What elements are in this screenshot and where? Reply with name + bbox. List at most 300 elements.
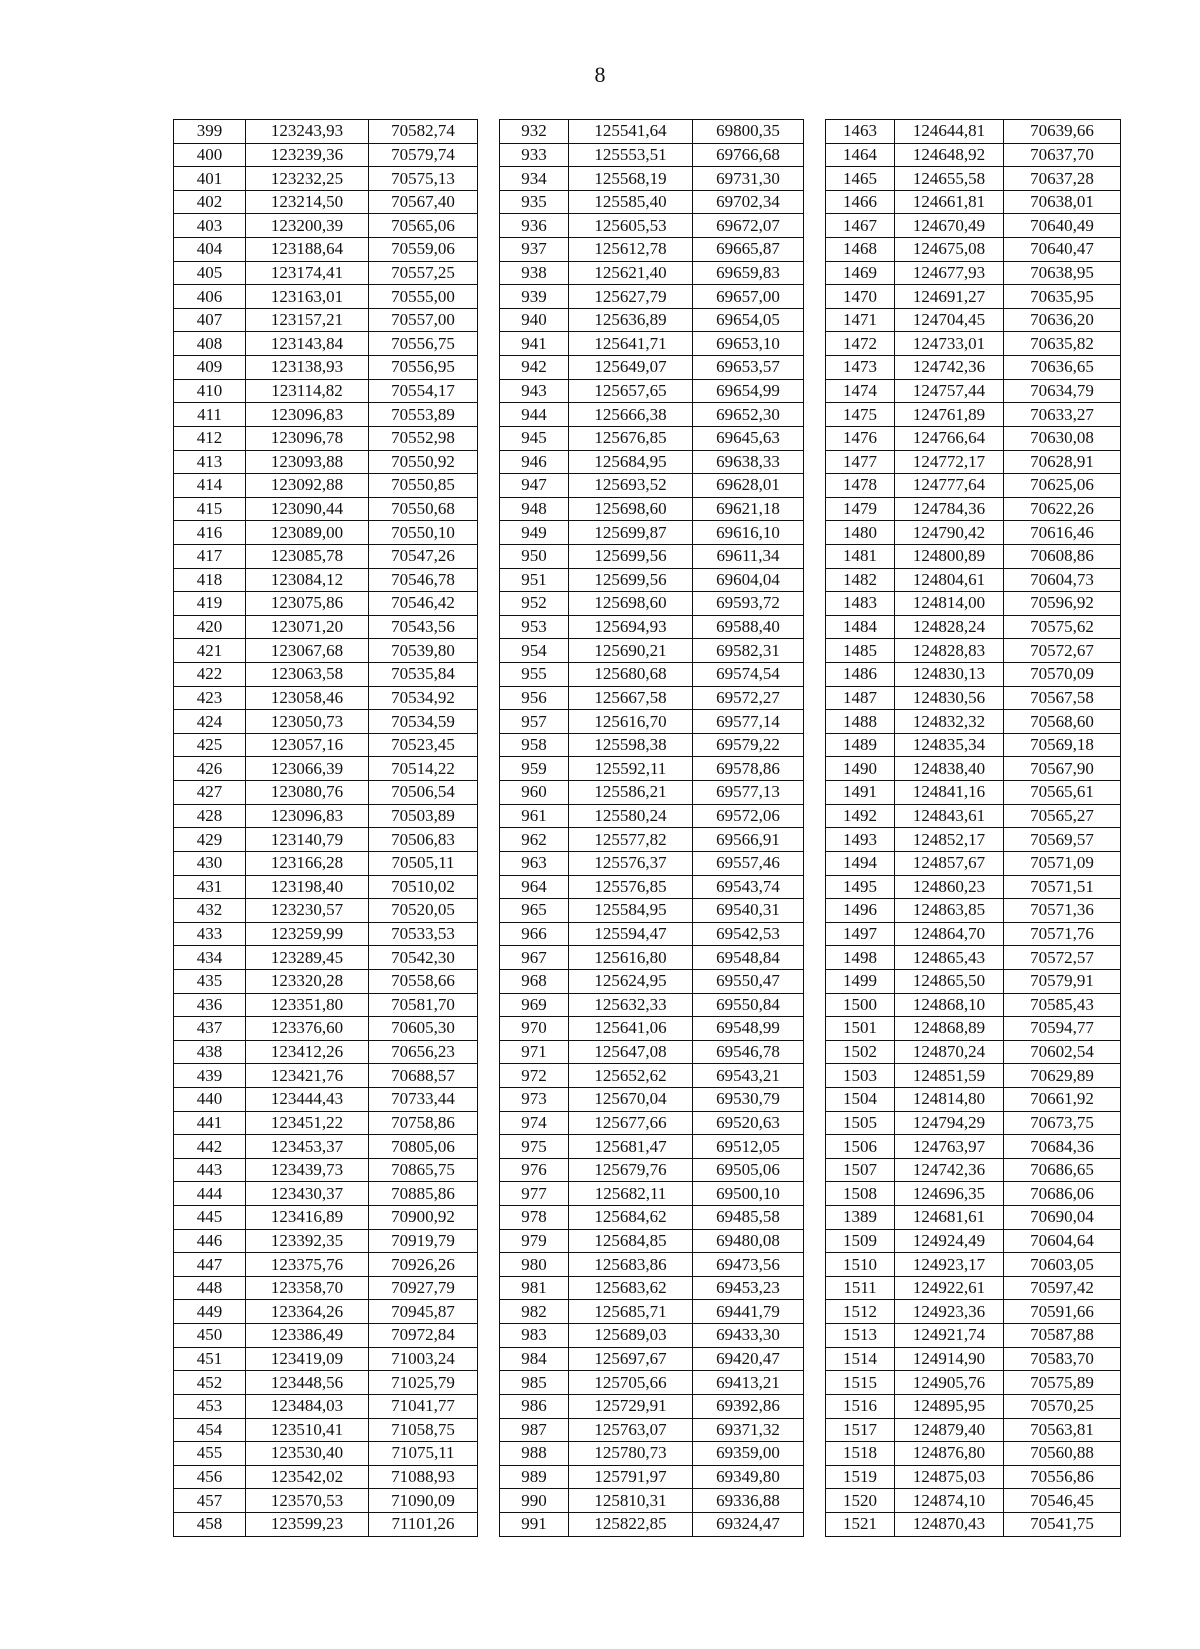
y-coordinate-cell: 70639,66 [1004,120,1121,144]
y-coordinate-cell: 69530,79 [693,1087,804,1111]
point-number-cell: 415 [174,497,246,521]
table-row [174,143,1121,167]
point-number-cell: 1471 [826,308,895,332]
coordinates-table [173,119,1121,1537]
x-coordinate-cell: 125657,65 [569,379,693,403]
point-number-cell: 434 [174,946,246,970]
y-coordinate-cell: 70637,28 [1004,167,1121,191]
point-number-cell: 953 [500,615,569,639]
column-gap [478,757,500,781]
column-gap [478,261,500,285]
y-coordinate-cell: 69577,13 [693,781,804,805]
x-coordinate-cell: 124924,49 [895,1229,1004,1253]
column-gap [804,1300,826,1324]
point-number-cell: 977 [500,1182,569,1206]
point-number-cell: 1497 [826,922,895,946]
column-gap [478,686,500,710]
y-coordinate-cell: 70638,01 [1004,190,1121,214]
column-gap [478,1087,500,1111]
column-gap [478,1111,500,1135]
column-gap [804,167,826,191]
point-number-cell: 436 [174,993,246,1017]
table-row [174,1489,1121,1513]
column-gap [804,946,826,970]
table-row [174,969,1121,993]
point-number-cell: 448 [174,1276,246,1300]
point-number-cell: 1478 [826,474,895,498]
x-coordinate-cell: 124814,00 [895,592,1004,616]
point-number-cell: 1505 [826,1111,895,1135]
x-coordinate-cell: 123050,73 [246,710,369,734]
column-gap [478,426,500,450]
point-number-cell: 1479 [826,497,895,521]
point-number-cell: 1492 [826,804,895,828]
point-number-cell: 1501 [826,1017,895,1041]
point-number-cell: 1500 [826,993,895,1017]
point-number-cell: 975 [500,1135,569,1159]
x-coordinate-cell: 124895,95 [895,1394,1004,1418]
y-coordinate-cell: 70594,77 [1004,1017,1121,1041]
table-row [174,190,1121,214]
point-number-cell: 1519 [826,1465,895,1489]
column-gap [804,1465,826,1489]
column-gap [804,1324,826,1348]
table-row [174,1465,1121,1489]
point-number-cell: 1487 [826,686,895,710]
table-row [174,922,1121,946]
y-coordinate-cell: 69543,74 [693,875,804,899]
point-number-cell: 932 [500,120,569,144]
column-gap [804,356,826,380]
column-gap [804,710,826,734]
point-number-cell: 1507 [826,1158,895,1182]
x-coordinate-cell: 125670,04 [569,1087,693,1111]
column-gap [804,1087,826,1111]
table-row [174,332,1121,356]
point-number-cell: 1463 [826,120,895,144]
x-coordinate-cell: 124863,85 [895,899,1004,923]
point-number-cell: 418 [174,568,246,592]
point-number-cell: 1481 [826,544,895,568]
x-coordinate-cell: 123063,58 [246,663,369,687]
point-number-cell: 403 [174,214,246,238]
column-gap [804,1135,826,1159]
x-coordinate-cell: 123453,37 [246,1135,369,1159]
x-coordinate-cell: 124742,36 [895,1158,1004,1182]
x-coordinate-cell: 125598,38 [569,733,693,757]
x-coordinate-cell: 124681,61 [895,1206,1004,1230]
table-row [174,804,1121,828]
x-coordinate-cell: 123188,64 [246,238,369,262]
column-gap [804,1347,826,1371]
column-gap [478,143,500,167]
column-gap [804,1206,826,1230]
point-number-cell: 985 [500,1371,569,1395]
y-coordinate-cell: 70805,06 [369,1135,478,1159]
x-coordinate-cell: 124868,89 [895,1017,1004,1041]
point-number-cell: 1499 [826,969,895,993]
y-coordinate-cell: 69473,56 [693,1253,804,1277]
point-number-cell: 970 [500,1017,569,1041]
x-coordinate-cell: 123085,78 [246,544,369,568]
table-row [174,214,1121,238]
y-coordinate-cell: 70616,46 [1004,521,1121,545]
x-coordinate-cell: 125577,82 [569,828,693,852]
column-gap [478,568,500,592]
column-gap [804,1182,826,1206]
column-gap [478,1276,500,1300]
x-coordinate-cell: 125616,80 [569,946,693,970]
x-coordinate-cell: 124766,64 [895,426,1004,450]
point-number-cell: 1473 [826,356,895,380]
x-coordinate-cell: 125592,11 [569,757,693,781]
column-gap [478,1324,500,1348]
y-coordinate-cell: 70510,02 [369,875,478,899]
x-coordinate-cell: 125621,40 [569,261,693,285]
y-coordinate-cell: 69638,33 [693,450,804,474]
y-coordinate-cell: 70575,13 [369,167,478,191]
column-gap [478,946,500,970]
table-row [174,1324,1121,1348]
point-number-cell: 1521 [826,1512,895,1536]
point-number-cell: 969 [500,993,569,1017]
point-number-cell: 1475 [826,403,895,427]
point-number-cell: 399 [174,120,246,144]
point-number-cell: 458 [174,1512,246,1536]
y-coordinate-cell: 71003,24 [369,1347,478,1371]
y-coordinate-cell: 70673,75 [1004,1111,1121,1135]
y-coordinate-cell: 70550,10 [369,521,478,545]
point-number-cell: 1485 [826,639,895,663]
point-number-cell: 432 [174,899,246,923]
x-coordinate-cell: 123364,26 [246,1300,369,1324]
y-coordinate-cell: 69628,01 [693,474,804,498]
x-coordinate-cell: 123198,40 [246,875,369,899]
x-coordinate-cell: 124852,17 [895,828,1004,852]
y-coordinate-cell: 69611,34 [693,544,804,568]
column-gap [804,1017,826,1041]
x-coordinate-cell: 123166,28 [246,851,369,875]
point-number-cell: 1486 [826,663,895,687]
x-coordinate-cell: 125585,40 [569,190,693,214]
y-coordinate-cell: 70554,17 [369,379,478,403]
column-gap [804,450,826,474]
point-number-cell: 455 [174,1442,246,1466]
y-coordinate-cell: 70571,76 [1004,922,1121,946]
column-gap [478,1135,500,1159]
table-row [174,1111,1121,1135]
column-gap [478,1347,500,1371]
x-coordinate-cell: 124922,61 [895,1276,1004,1300]
column-gap [804,899,826,923]
x-coordinate-cell: 124923,17 [895,1253,1004,1277]
y-coordinate-cell: 70505,11 [369,851,478,875]
x-coordinate-cell: 123084,12 [246,568,369,592]
point-number-cell: 972 [500,1064,569,1088]
y-coordinate-cell: 70571,09 [1004,851,1121,875]
point-number-cell: 984 [500,1347,569,1371]
y-coordinate-cell: 71075,11 [369,1442,478,1466]
y-coordinate-cell: 70546,42 [369,592,478,616]
x-coordinate-cell: 125616,70 [569,710,693,734]
x-coordinate-cell: 123080,76 [246,781,369,805]
y-coordinate-cell: 70686,65 [1004,1158,1121,1182]
y-coordinate-cell: 69324,47 [693,1512,804,1536]
y-coordinate-cell: 70635,95 [1004,285,1121,309]
x-coordinate-cell: 123093,88 [246,450,369,474]
y-coordinate-cell: 69336,88 [693,1489,804,1513]
point-number-cell: 982 [500,1300,569,1324]
x-coordinate-cell: 123376,60 [246,1017,369,1041]
column-gap [804,261,826,285]
column-gap [478,450,500,474]
column-gap [478,615,500,639]
y-coordinate-cell: 70558,66 [369,969,478,993]
x-coordinate-cell: 123096,83 [246,804,369,828]
x-coordinate-cell: 125632,33 [569,993,693,1017]
column-gap [478,804,500,828]
column-gap [804,828,826,852]
point-number-cell: 956 [500,686,569,710]
point-number-cell: 1510 [826,1253,895,1277]
point-number-cell: 949 [500,521,569,545]
x-coordinate-cell: 124830,56 [895,686,1004,710]
y-coordinate-cell: 70630,08 [1004,426,1121,450]
y-coordinate-cell: 70865,75 [369,1158,478,1182]
x-coordinate-cell: 124696,35 [895,1182,1004,1206]
column-gap [804,922,826,946]
y-coordinate-cell: 70591,66 [1004,1300,1121,1324]
x-coordinate-cell: 124843,61 [895,804,1004,828]
point-number-cell: 1502 [826,1040,895,1064]
y-coordinate-cell: 69540,31 [693,899,804,923]
table-row [174,710,1121,734]
point-number-cell: 952 [500,592,569,616]
y-coordinate-cell: 69653,57 [693,356,804,380]
table-row [174,1206,1121,1230]
point-number-cell: 451 [174,1347,246,1371]
point-number-cell: 452 [174,1371,246,1395]
y-coordinate-cell: 70926,26 [369,1253,478,1277]
x-coordinate-cell: 123143,84 [246,332,369,356]
point-number-cell: 453 [174,1394,246,1418]
table-row [174,851,1121,875]
point-number-cell: 420 [174,615,246,639]
x-coordinate-cell: 125681,47 [569,1135,693,1159]
y-coordinate-cell: 70570,25 [1004,1394,1121,1418]
x-coordinate-cell: 125652,62 [569,1064,693,1088]
table-row [174,308,1121,332]
table-row [174,757,1121,781]
y-coordinate-cell: 70543,56 [369,615,478,639]
y-coordinate-cell: 69766,68 [693,143,804,167]
point-number-cell: 456 [174,1465,246,1489]
y-coordinate-cell: 69577,14 [693,710,804,734]
y-coordinate-cell: 70640,49 [1004,214,1121,238]
y-coordinate-cell: 70575,89 [1004,1371,1121,1395]
point-number-cell: 1489 [826,733,895,757]
x-coordinate-cell: 123351,80 [246,993,369,1017]
y-coordinate-cell: 69512,05 [693,1135,804,1159]
y-coordinate-cell: 69413,21 [693,1371,804,1395]
x-coordinate-cell: 123599,23 [246,1512,369,1536]
x-coordinate-cell: 125576,85 [569,875,693,899]
table-row [174,1512,1121,1536]
point-number-cell: 430 [174,851,246,875]
x-coordinate-cell: 124865,43 [895,946,1004,970]
y-coordinate-cell: 69579,22 [693,733,804,757]
point-number-cell: 445 [174,1206,246,1230]
point-number-cell: 400 [174,143,246,167]
y-coordinate-cell: 71058,75 [369,1418,478,1442]
y-coordinate-cell: 70575,62 [1004,615,1121,639]
column-gap [804,851,826,875]
column-gap [478,1064,500,1088]
y-coordinate-cell: 70583,70 [1004,1347,1121,1371]
column-gap [804,1040,826,1064]
x-coordinate-cell: 124879,40 [895,1418,1004,1442]
point-number-cell: 974 [500,1111,569,1135]
x-coordinate-cell: 125705,66 [569,1371,693,1395]
point-number-cell: 948 [500,497,569,521]
x-coordinate-cell: 123444,43 [246,1087,369,1111]
x-coordinate-cell: 124868,10 [895,993,1004,1017]
x-coordinate-cell: 125763,07 [569,1418,693,1442]
x-coordinate-cell: 124761,89 [895,403,1004,427]
x-coordinate-cell: 125649,07 [569,356,693,380]
x-coordinate-cell: 123416,89 [246,1206,369,1230]
point-number-cell: 937 [500,238,569,262]
column-gap [478,1040,500,1064]
column-gap [478,1300,500,1324]
x-coordinate-cell: 123138,93 [246,356,369,380]
y-coordinate-cell: 70506,54 [369,781,478,805]
point-number-cell: 439 [174,1064,246,1088]
x-coordinate-cell: 124835,34 [895,733,1004,757]
y-coordinate-cell: 69550,84 [693,993,804,1017]
x-coordinate-cell: 124830,13 [895,663,1004,687]
y-coordinate-cell: 69702,34 [693,190,804,214]
y-coordinate-cell: 69800,35 [693,120,804,144]
y-coordinate-cell: 69420,47 [693,1347,804,1371]
x-coordinate-cell: 125689,03 [569,1324,693,1348]
point-number-cell: 1517 [826,1418,895,1442]
table-row [174,544,1121,568]
y-coordinate-cell: 70622,26 [1004,497,1121,521]
y-coordinate-cell: 69657,00 [693,285,804,309]
point-number-cell: 449 [174,1300,246,1324]
y-coordinate-cell: 70579,91 [1004,969,1121,993]
point-number-cell: 435 [174,969,246,993]
column-gap [478,120,500,144]
column-gap [478,1158,500,1182]
point-number-cell: 983 [500,1324,569,1348]
y-coordinate-cell: 70539,80 [369,639,478,663]
table-row [174,167,1121,191]
y-coordinate-cell: 70572,57 [1004,946,1121,970]
table-row [174,356,1121,380]
x-coordinate-cell: 125699,56 [569,544,693,568]
table-row [174,875,1121,899]
point-number-cell: 1506 [826,1135,895,1159]
x-coordinate-cell: 125699,56 [569,568,693,592]
y-coordinate-cell: 70541,75 [1004,1512,1121,1536]
point-number-cell: 959 [500,757,569,781]
point-number-cell: 1490 [826,757,895,781]
point-number-cell: 421 [174,639,246,663]
y-coordinate-cell: 70552,98 [369,426,478,450]
x-coordinate-cell: 124860,23 [895,875,1004,899]
point-number-cell: 965 [500,899,569,923]
column-gap [804,1512,826,1536]
table-row [174,1135,1121,1159]
point-number-cell: 1511 [826,1276,895,1300]
y-coordinate-cell: 70688,57 [369,1064,478,1088]
column-gap [478,875,500,899]
column-gap [478,379,500,403]
x-coordinate-cell: 125810,31 [569,1489,693,1513]
column-gap [478,1253,500,1277]
y-coordinate-cell: 70556,95 [369,356,478,380]
page-number: 8 [594,62,606,87]
table-row [174,781,1121,805]
column-gap [804,1418,826,1442]
x-coordinate-cell: 124865,50 [895,969,1004,993]
point-number-cell: 1482 [826,568,895,592]
x-coordinate-cell: 123163,01 [246,285,369,309]
table-row [174,733,1121,757]
column-gap [804,568,826,592]
table-row [174,1276,1121,1300]
point-number-cell: 407 [174,308,246,332]
x-coordinate-cell: 124648,92 [895,143,1004,167]
point-number-cell: 1474 [826,379,895,403]
x-coordinate-cell: 123419,09 [246,1347,369,1371]
column-gap [478,922,500,946]
x-coordinate-cell: 124777,64 [895,474,1004,498]
x-coordinate-cell: 123412,26 [246,1040,369,1064]
y-coordinate-cell: 69604,04 [693,568,804,592]
table-row [174,521,1121,545]
column-gap [804,686,826,710]
column-gap [804,1111,826,1135]
column-gap [478,497,500,521]
point-number-cell: 938 [500,261,569,285]
x-coordinate-cell: 124905,76 [895,1371,1004,1395]
y-coordinate-cell: 70945,87 [369,1300,478,1324]
point-number-cell: 438 [174,1040,246,1064]
point-number-cell: 442 [174,1135,246,1159]
column-gap [804,875,826,899]
column-gap [478,1206,500,1230]
point-number-cell: 981 [500,1276,569,1300]
x-coordinate-cell: 123448,56 [246,1371,369,1395]
table-row [174,1064,1121,1088]
point-number-cell: 454 [174,1418,246,1442]
y-coordinate-cell: 70506,83 [369,828,478,852]
column-gap [804,238,826,262]
y-coordinate-cell: 71101,26 [369,1512,478,1536]
column-gap [478,474,500,498]
x-coordinate-cell: 125677,66 [569,1111,693,1135]
x-coordinate-cell: 125693,52 [569,474,693,498]
y-coordinate-cell: 70919,79 [369,1229,478,1253]
point-number-cell: 944 [500,403,569,427]
table-row [174,426,1121,450]
point-number-cell: 1488 [826,710,895,734]
y-coordinate-cell: 69433,30 [693,1324,804,1348]
x-coordinate-cell: 125580,24 [569,804,693,828]
